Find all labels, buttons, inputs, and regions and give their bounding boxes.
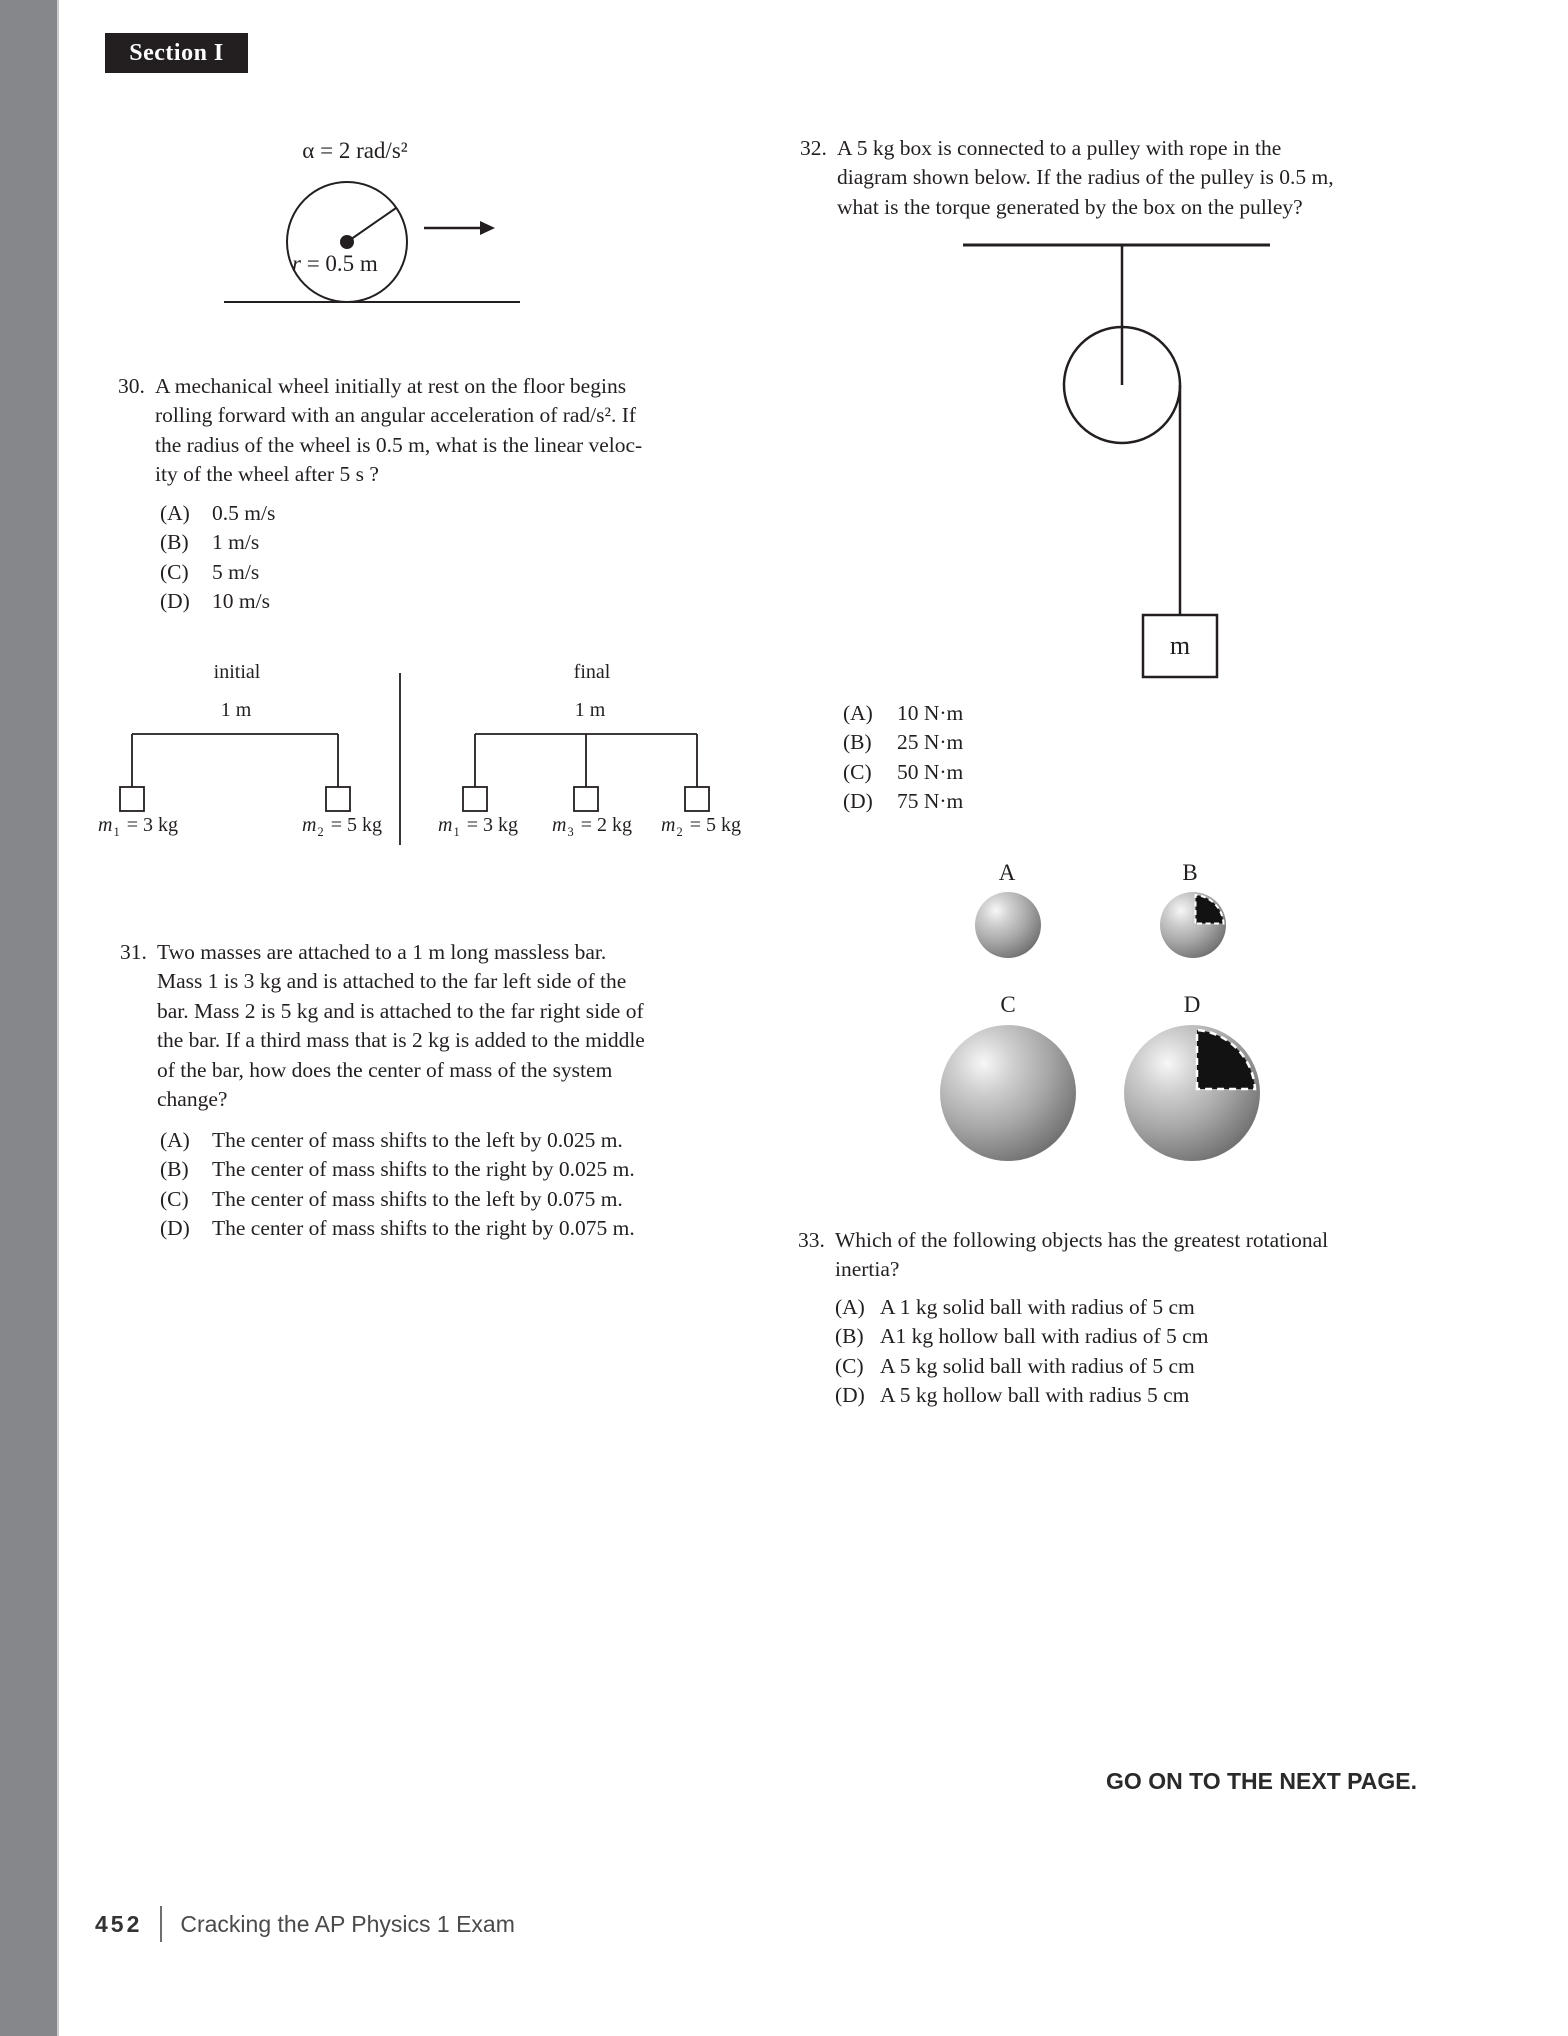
wheel-radius-line <box>347 208 396 242</box>
bar-final-length-label: 1 m <box>574 699 606 721</box>
sphere-d-label: D <box>1183 992 1201 1017</box>
question-number: 30. <box>118 374 145 398</box>
choice-label: (D) <box>160 1215 190 1240</box>
choice-text: A 1 kg solid ball with radius of 5 cm <box>880 1295 1195 1319</box>
question-text-line: diagram shown below. If the radius of the pulley is 0.5 m, <box>837 165 1334 190</box>
page-footer <box>95 1906 515 1942</box>
choice-row <box>160 1214 635 1243</box>
question-text-line: the radius of the wheel is 0.5 m, what is the linear veloc- <box>155 432 643 457</box>
choice-row <box>843 758 963 787</box>
choice-label: (C) <box>160 559 189 584</box>
question-text-line: Two masses are attached to a 1 m long massless bar. <box>157 940 607 964</box>
question-text-line: of the bar, how does the center of mass of the system <box>157 1057 613 1082</box>
choice-row <box>160 1155 635 1184</box>
choice-row <box>835 1381 1208 1410</box>
question-32 <box>800 134 1334 222</box>
question-31 <box>120 938 645 1114</box>
choice-text: 75 N·m <box>897 788 964 813</box>
question-text-line: Mass 1 is 3 kg and is attached to the far left side of the <box>157 969 627 994</box>
choice-text: 0.5 m/s <box>212 501 276 525</box>
choice-row <box>843 699 963 728</box>
footer-divider <box>160 1906 162 1942</box>
question-30 <box>118 372 642 490</box>
choice-row <box>160 1185 635 1214</box>
question-30-choices <box>160 499 275 616</box>
choice-text: A 5 kg hollow ball with radius 5 cm <box>880 1382 1190 1407</box>
initial-mass-1-box <box>120 787 144 811</box>
final-mass-2-label: $m_2 = 5$ kg <box>661 814 741 839</box>
choice-text: 5 m/s <box>212 559 260 584</box>
choice-row <box>835 1322 1208 1351</box>
choice-row <box>843 728 963 757</box>
section-label: Section I <box>129 39 224 66</box>
wheel-radius-label: r = 0.5 m <box>292 251 378 276</box>
choice-text: 10 N·m <box>897 701 964 725</box>
question-text-line: ity of the wheel after 5 s ? <box>155 462 379 487</box>
choice-label: (D) <box>843 788 873 813</box>
choice-row <box>160 1126 635 1155</box>
sphere-b-cutaway-wedge <box>1160 892 1226 958</box>
wheel-center-dot <box>340 235 354 249</box>
choice-text: A1 kg hollow ball with radius of 5 cm <box>880 1324 1209 1349</box>
bar-initial-length-label: 1 m <box>220 699 252 721</box>
sphere-a-solid-small <box>975 892 1041 958</box>
wheel-alpha-label: α = 2 rad/s² <box>302 138 408 163</box>
page-number: 452 <box>95 1910 143 1937</box>
page-edge-band <box>0 0 59 2036</box>
question-number: 33. <box>798 1228 825 1252</box>
choice-text: The center of mass shifts to the left by 0.075 m. <box>212 1186 623 1211</box>
choice-label: (B) <box>835 1324 864 1349</box>
choice-label: (C) <box>160 1186 189 1211</box>
choice-text: 10 m/s <box>212 588 270 613</box>
question-text-line: bar. Mass 2 is 5 kg and is attached to the far right side of <box>157 998 644 1023</box>
choice-row <box>160 587 275 616</box>
choice-label: (B) <box>160 1157 189 1182</box>
bar-final-title: final <box>573 661 611 683</box>
sphere-d-cutaway-wedge <box>1124 1025 1260 1161</box>
choice-text: The center of mass shifts to the left by 0.025 m. <box>212 1128 623 1152</box>
section-header <box>105 33 248 73</box>
choice-row <box>160 499 275 528</box>
initial-mass-2-box <box>326 787 350 811</box>
choice-label: (A) <box>160 501 190 525</box>
question-text-line: inertia? <box>835 1257 900 1282</box>
choice-label: (B) <box>160 530 189 555</box>
choice-text: A 5 kg solid ball with radius of 5 cm <box>880 1353 1195 1378</box>
sphere-b-hollow-small <box>1160 892 1226 958</box>
choice-row <box>160 558 275 587</box>
final-mass-1-label: $m_1 = 3$ kg <box>438 814 518 839</box>
choice-row <box>835 1352 1208 1381</box>
choice-label: (A) <box>835 1295 865 1319</box>
choice-label: (B) <box>843 730 872 755</box>
choice-row <box>843 787 963 816</box>
choice-text: 1 m/s <box>212 530 260 555</box>
question-text-line: A mechanical wheel initially at rest on the floor begins <box>155 374 627 398</box>
choice-row <box>835 1293 1208 1322</box>
final-mass-3-label: $m_3 = 2$ kg <box>552 814 632 839</box>
question-33-choices <box>835 1293 1208 1410</box>
final-mass-3-box <box>574 787 598 811</box>
question-32-choices <box>843 699 963 816</box>
choice-text: 25 N·m <box>897 730 964 755</box>
initial-mass-1-label: $m_1 = 3$ kg <box>98 814 178 839</box>
go-on-notice: GO ON TO THE NEXT PAGE. <box>1106 1768 1417 1794</box>
initial-bar <box>132 734 338 787</box>
choice-row <box>160 528 275 557</box>
sphere-c-solid-large <box>940 1025 1076 1161</box>
choice-label: (D) <box>835 1382 865 1407</box>
question-text-line: the bar. If a third mass that is 2 kg is added to the middle <box>157 1028 645 1053</box>
choice-text: The center of mass shifts to the right by 0.025 m. <box>212 1157 635 1182</box>
bar-initial-title: initial <box>213 661 261 683</box>
question-text-line: change? <box>157 1087 228 1112</box>
question-33 <box>798 1226 1328 1285</box>
sphere-d-hollow-large <box>1124 1025 1260 1161</box>
choice-text: 50 N·m <box>897 759 964 784</box>
initial-mass-2-label: $m_2 = 5$ kg <box>302 814 382 839</box>
question-text-line: Which of the following objects has the greatest rotational <box>835 1228 1329 1252</box>
final-mass-1-box <box>463 787 487 811</box>
question-text-line: what is the torque generated by the box on the pulley? <box>837 194 1303 219</box>
sphere-a-label: A <box>998 860 1016 885</box>
final-bar <box>475 734 697 787</box>
question-text-line: A 5 kg box is connected to a pulley with rope in the <box>837 136 1282 160</box>
hanging-box-label: m <box>1169 631 1191 660</box>
choice-label: (A) <box>843 701 873 725</box>
book-title: Cracking the AP Physics 1 Exam <box>180 1910 515 1937</box>
question-31-choices <box>160 1126 635 1243</box>
sphere-c-label: C <box>1000 992 1016 1017</box>
question-number: 32. <box>800 136 827 160</box>
pulley-figure <box>930 230 1280 690</box>
choice-text: The center of mass shifts to the right by 0.075 m. <box>212 1215 635 1240</box>
final-mass-2-box <box>685 787 709 811</box>
choice-label: (D) <box>160 588 190 613</box>
question-text-line: rolling forward with an angular acceleration of rad/s². If <box>155 403 637 428</box>
choice-label: (C) <box>835 1353 864 1378</box>
sphere-b-label: B <box>1182 860 1198 885</box>
choice-label: (A) <box>160 1128 190 1152</box>
motion-arrow-head <box>480 221 495 235</box>
choice-label: (C) <box>843 759 872 784</box>
question-number: 31. <box>120 940 147 964</box>
wheel-figure <box>200 160 620 310</box>
